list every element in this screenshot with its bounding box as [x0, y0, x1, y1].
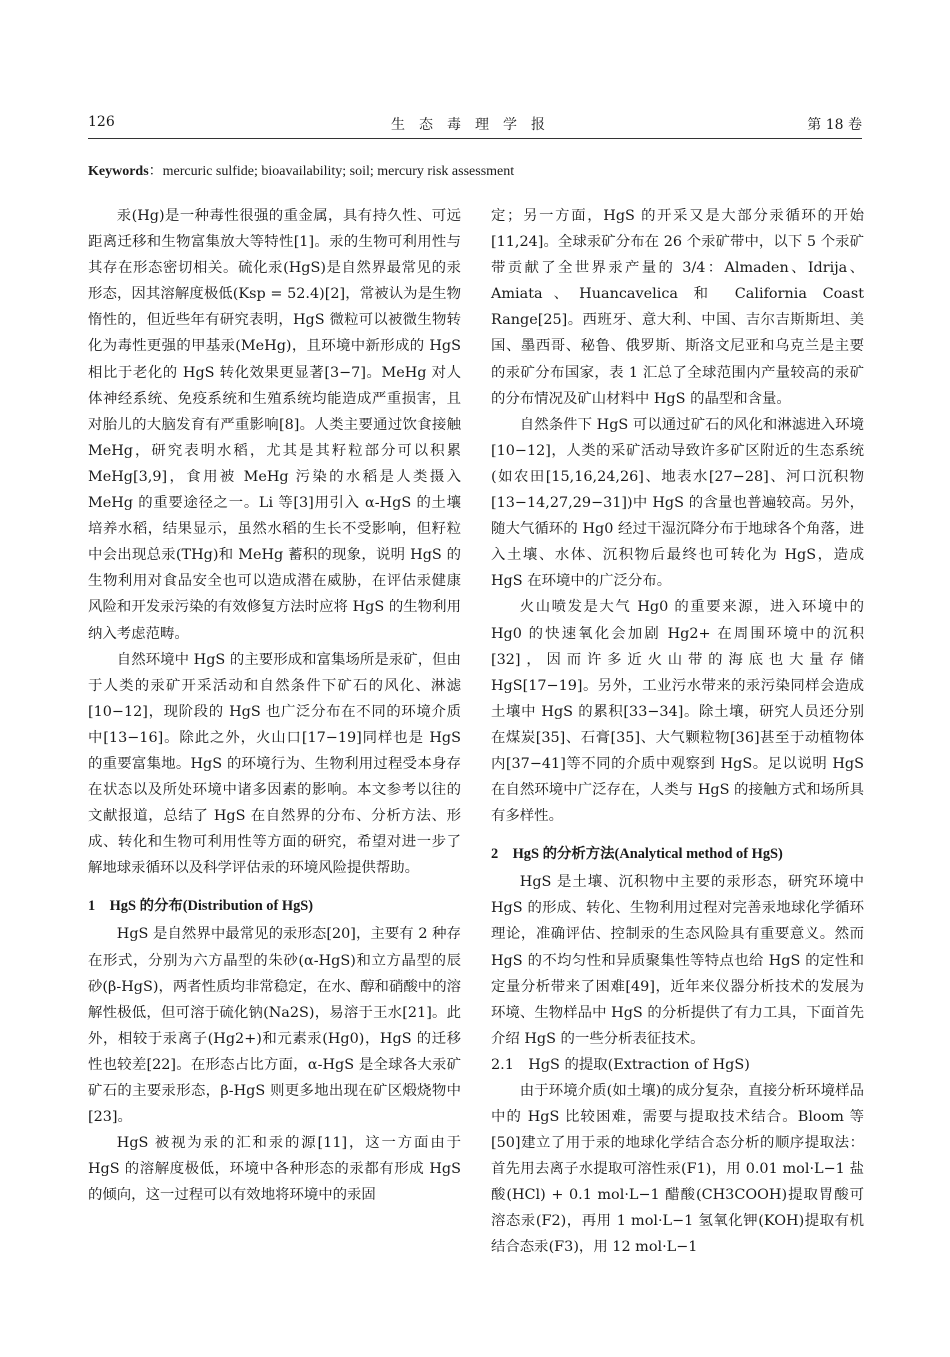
paragraph: 汞(Hg)是一种毒性很强的重金属，具有持久性、可远距离迁移和生物富集放大等特性[1]。汞的生物可利用性与其存在形态密切相关。硫化汞(HgS)是自然界最常见的汞形态，因其溶解度极低(Ksp = 52.4)[2]，常被认为是生物惰性的，但近些年有研究表明，HgS 微粒可以被微生物转化为毒性更强的甲基汞(MeHg)，且环境中新形成的 HgS 相比于老化的 HgS 转化效果更显著[3−7]。MeHg 对人体神经系统、免疫系统和生殖系统均能造成严重损害，且对胎儿的大脑发育有严重影响[8]。人类主要通过饮食接触 MeHg，研究表明水稻，尤其是其籽粒部分可以积累 MeHg[3,9]，食用被 MeHg 污染的水稻是人类摄入 MeHg 的重要途径之一。Li 等[3]用引入 α-HgS 的土壤培养水稻，结果显示，虽然水稻的生长不受影响，但籽粒中会出现总汞(THg)和 MeHg 蓄积的现象，说明 HgS 的生物利用对食品安全也可以造成潜在威胁，在评估汞健康风险和开发汞污染的有效修复方法时应将 HgS 的生物利用纳入考虑范畴。 — [88, 208, 461, 642]
journal-title: 生态毒理学报 — [391, 117, 559, 133]
keywords-line — [88, 160, 514, 180]
running-header — [88, 112, 862, 139]
subsection-heading: 2.1 HgS 的提取(Extraction of HgS) — [491, 1056, 750, 1073]
page-number: 126 — [88, 114, 115, 130]
paragraph: 定；另一方面，HgS 的开采又是大部分汞循环的开始[11,24]。全球汞矿分布在 26 个汞矿带中，以下 5 个汞矿带贡献了全世界汞产量的 3/4：Almaden、Idrija、Amiata、Huancavelica 和 California Coast Range[25]。西班牙、意大利、中国、吉尔吉斯斯坦、美国、墨西哥、秘鲁、俄罗斯、斯洛文尼亚和乌克兰是主要的汞矿分布国家，表 1 汇总了全球范围内产量较高的汞矿的分布情况及矿山材料中 HgS 的晶型和含量。 — [491, 208, 864, 407]
right-column — [491, 203, 864, 1261]
section-heading: 2 HgS 的分析方法(Analytical method of HgS) — [491, 846, 783, 863]
paragraph: 自然环境中 HgS 的主要形成和富集场所是汞矿，但由于人类的汞矿开采活动和自然条件下矿石的风化、淋滤[10−12]，现阶段的 HgS 也广泛分布在不同的环境介质中[13−16]。除此之外，火山口[17−19]同样也是 HgS 的重要富集地。HgS 的环境行为、生物利用过程受本身存在状态以及所处环境中诸多因素的影响。本文参考以往的文献报道，总结了 HgS 在自然界的分布、分析方法、形成、转化和生物可利用性等方面的研究，希望对进一步了解地球汞循环以及科学评估汞的环境风险提供帮助。 — [88, 651, 461, 877]
keywords-text: ：mercuric sulfide; bioavailability; soil; mercury risk assessment — [148, 164, 515, 179]
paragraph: HgS 被视为汞的汇和汞的源[11]，这一方面由于 HgS 的溶解度极低，环境中各种形态的汞都有形成 HgS 的倾向，这一过程可以有效地将环境中的汞固 — [88, 1135, 461, 1204]
paragraph: HgS 是自然界中最常见的汞形态[20]，主要有 2 种存在形式，分别为六方晶型的朱砂(α-HgS)和立方晶型的辰砂(β-HgS)，两者性质均非常稳定，在水、醇和硝酸中的溶解性极低，但可溶于硫化钠(Na2S)，易溶于王水[21]。此外，相较于汞离子(Hg2+)和元素汞(Hg0)，HgS 的迁移性也较差[22]。在形态占比方面，α-HgS 是全球各大汞矿矿石的主要汞形态，β-HgS 则更多地出现在矿区煅烧物中[23]。 — [88, 926, 461, 1126]
paragraph: 火山喷发是大气 Hg0 的重要来源，进入环境中的 Hg0 的快速氧化会加剧 Hg2+ 在周围环境中的沉积[32]，因而许多近火山带的海底也大量存储 HgS[17−19]。另外，工业污水带来的汞污染同样会造成土壤中 HgS 的累积[33−34]。除土壤，研究人员还分别在煤炭[35]、石膏[35]、大气颗粒物[36]甚至于动植物体内[37−41]等不同的介质中观察到 HgS。足以说明 HgS 在自然环境中广泛存在，人类与 HgS 的接触方式和场所具有多样性。 — [491, 599, 864, 825]
left-column — [88, 203, 461, 1208]
paragraph: 自然条件下 HgS 可以通过矿石的风化和淋滤进入环境[10−12]，人类的采矿活动导致许多矿区附近的生态系统(如农田[15,16,24,26]、地表水[27−28]、河口沉积物[13−14,27,29−31])中 HgS 的含量也普遍较高。另外，随大气循环的 Hg0 经过干湿沉降分布于地球各个角落，进入土壤、水体、沉积物后最终也可转化为 HgS，造成 HgS 在环境中的广泛分布。 — [491, 416, 864, 590]
volume-label: 第 18 卷 — [807, 117, 862, 133]
paragraph: HgS 是土壤、沉积物中主要的汞形态，研究环境中 HgS 的形成、转化、生物利用过程对完善汞地球化学循环理论，准确评估、控制汞的生态风险具有重要意义。然而 HgS 的不均匀性和异质聚集性等特点也给 HgS 的定性和定量分析带来了困难[49]，近年来仪器分析技术的发展为环境、生物样品中 HgS 的分析提供了有力工具，下面首先介绍 HgS 的一些分析表征技术。 — [491, 874, 864, 1047]
section-heading: 1 HgS 的分布(Distribution of HgS) — [88, 898, 314, 915]
keywords-label: Keywords — [88, 164, 149, 179]
paragraph: 由于环境介质(如土壤)的成分复杂，直接分析环境样品中的 HgS 比较困难，需要与提取技术结合。Bloom 等[50]建立了用于汞的地球化学结合态分析的顺序提取法：首先用去离子水提取可溶性汞(F1)，用 0.01 mol·L−1 盐酸(HCl) + 0.1 mol·L−1 醋酸(CH3COOH)提取胃酸可溶态汞(F2)，再用 1 mol·L−1 氢氧化钾(KOH)提取有机结合态汞(F3)，用 12 mol·L−1 — [491, 1082, 864, 1256]
